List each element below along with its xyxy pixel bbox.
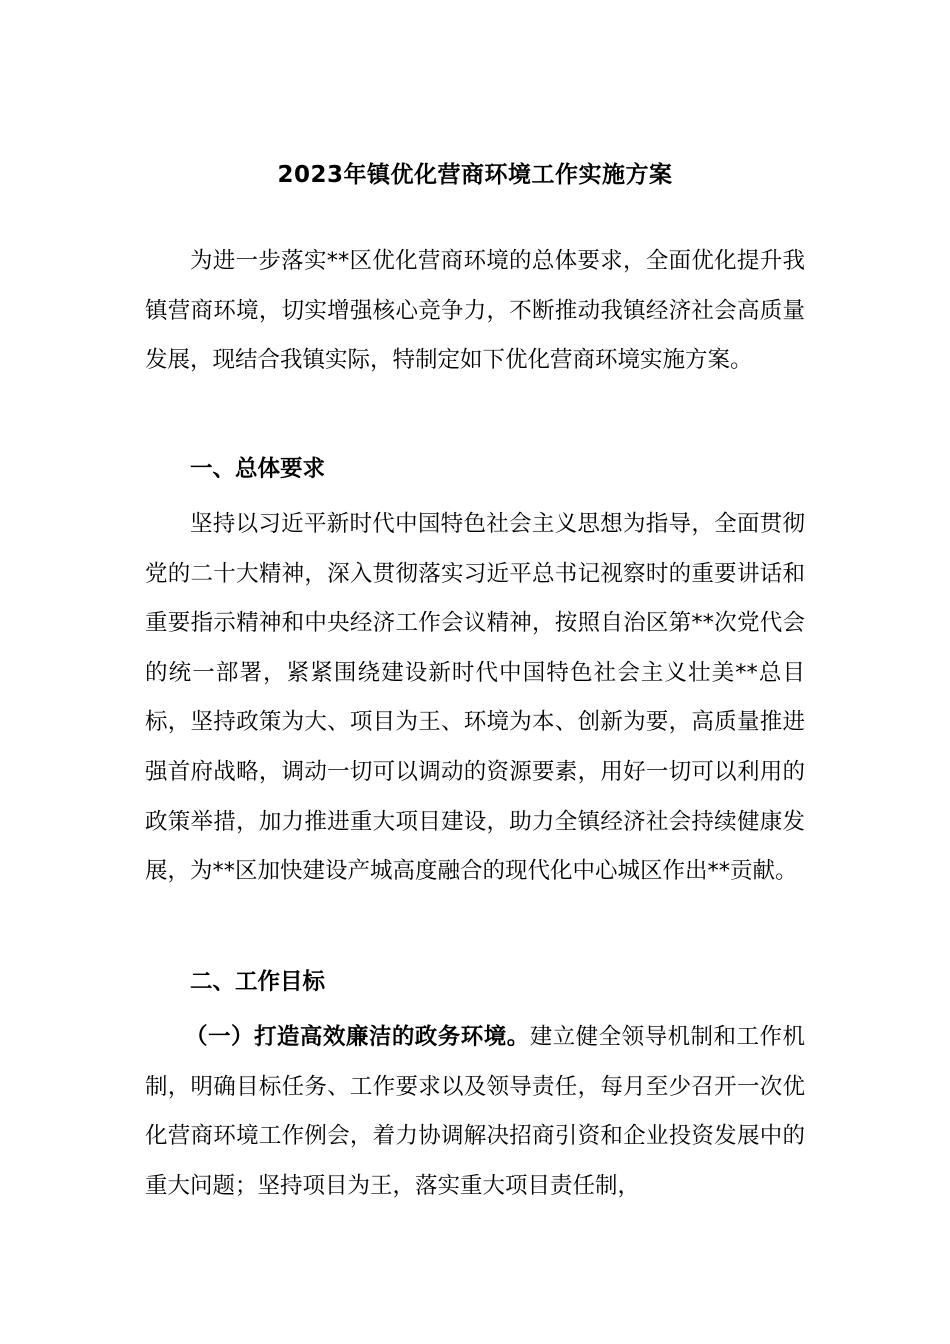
section-2-item-1-paragraph bbox=[145, 1013, 805, 1211]
section-2-heading: 二、工作目标 bbox=[190, 969, 326, 995]
section-1-paragraph: 坚持以习近平新时代中国特色社会主义思想为指导，全面贯彻党的二十大精神，深入贯彻落实习近平总书记视察时的重要讲话和重要指示精神和中央经济工作会议精神，按照自治区第**次党代会的统一部署，紧紧围绕建设新时代中国特色社会主义壮美**总目标，坚持政策为大、项目为王、环境为本、创新为要，高质量推进强首府战略，调动一切可以调动的资源要素，用好一切可以利用的政策举措，加力推进重大项目建设，助力全镇经济社会持续健康发展，为**区加快建设产城高度融合的现代化中心城区作出**贡献。 bbox=[145, 511, 805, 885]
document-title: 2023年镇优化营商环境工作实施方案 bbox=[277, 162, 673, 188]
item-1-lead: （一）打造高效廉洁的政务环境。 bbox=[185, 1024, 530, 1050]
item-1-text: 建立健全领导机制和工作机制，明确目标任务、工作要求以及领导责任，每月至少召开一次优化营商环境工作例会，着力协调解决招商引资和企业投资发展中的重大问题；坚持项目为王，落实重大项目责任制， bbox=[145, 1024, 805, 1199]
section-1-heading: 一、总体要求 bbox=[190, 456, 326, 482]
intro-paragraph: 为进一步落实**区优化营商环境的总体要求，全面优化提升我镇营商环境，切实增强核心竞争力，不断推动我镇经济社会高质量发展，现结合我镇实际，特制定如下优化营商环境实施方案。 bbox=[145, 248, 805, 374]
